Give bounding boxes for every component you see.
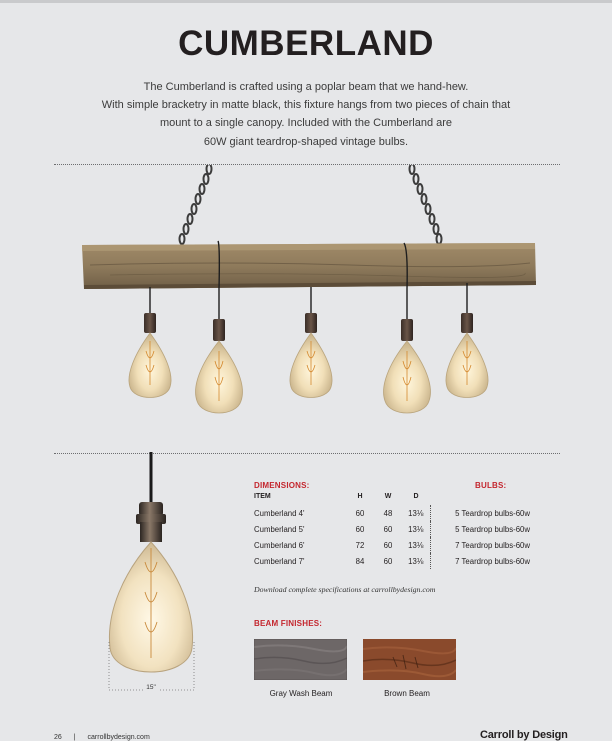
- fixture-illustration: [70, 165, 550, 445]
- bulbs-cell: 5 Teardrop bulbs-60w: [430, 505, 536, 521]
- page-number: 26: [54, 734, 62, 741]
- height-cell: 60: [355, 524, 365, 534]
- item-cell: Cumberland 5': [254, 524, 305, 534]
- dimensions-heading: DIMENSIONS:: [254, 481, 310, 490]
- col-w: W: [384, 493, 392, 500]
- height-cell: 72: [355, 540, 365, 550]
- finish-label: Gray Wash Beam: [269, 689, 333, 698]
- bulb-3: [290, 313, 332, 398]
- dimensions-table: [254, 493, 536, 569]
- bulb-2: [196, 319, 243, 413]
- finish-label: Brown Beam: [384, 689, 430, 698]
- width-cell: 60: [383, 540, 393, 550]
- item-cell: Cumberland 6': [254, 540, 305, 550]
- depth-cell: 13⅛: [408, 508, 424, 518]
- depth-cell: 13⅛: [408, 524, 424, 534]
- col-h: H: [357, 493, 363, 500]
- intro-line: mount to a single canopy. Included with the Cumberland are: [159, 117, 453, 130]
- table-row: [254, 537, 536, 553]
- col-d: D: [413, 493, 419, 500]
- bulbs-cell: 7 Teardrop bulbs-60w: [430, 537, 536, 553]
- bulb-5: [446, 313, 488, 398]
- table-header-row: [254, 493, 536, 505]
- intro-paragraph: [96, 78, 516, 151]
- width-cell: 48: [383, 508, 393, 518]
- depth-cell: 13⅛: [408, 540, 424, 550]
- gray-wash-swatch: [254, 639, 347, 680]
- col-item: ITEM: [254, 493, 271, 500]
- top-rule: [0, 0, 612, 3]
- table-row: [254, 553, 536, 569]
- item-cell: Cumberland 4': [254, 508, 305, 518]
- height-cell: 60: [355, 508, 365, 518]
- col-bulbs: [430, 493, 536, 505]
- brown-swatch: [363, 639, 456, 680]
- width-cell: 60: [383, 556, 393, 566]
- page-title: CUMBERLAND: [178, 24, 434, 63]
- depth-cell: 13⅛: [408, 556, 424, 566]
- table-row: [254, 505, 536, 521]
- intro-line: 60W giant teardrop-shaped vintage bulbs.: [203, 135, 409, 148]
- bulb-detail-illustration: [98, 452, 208, 700]
- bulb-1: [129, 313, 171, 398]
- width-cell: 60: [383, 524, 393, 534]
- brand-logo: Carroll by Design: [480, 729, 568, 741]
- height-cell: 84: [355, 556, 365, 566]
- chain-right: [410, 165, 442, 244]
- page-footer: [54, 734, 150, 741]
- table-row: [254, 521, 536, 537]
- footer-separator: |: [73, 734, 76, 741]
- intro-line: The Cumberland is crafted using a poplar beam that we hand-hew.: [143, 81, 469, 93]
- bulb-width-label: 15": [146, 684, 156, 691]
- footer-site-link[interactable]: carrollbydesign.com: [87, 734, 150, 741]
- bulbs-cell: 5 Teardrop bulbs-60w: [430, 521, 536, 537]
- intro-line: With simple bracketry in matte black, this fixture hangs from two pieces of chain that: [101, 99, 511, 112]
- download-note[interactable]: Download complete specifications at carrollbydesign.com: [254, 585, 436, 594]
- bulbs-heading: BULBS:: [475, 481, 507, 490]
- item-cell: Cumberland 7': [254, 556, 305, 566]
- bulbs-cell: 7 Teardrop bulbs-60w: [430, 553, 536, 569]
- finishes-heading: BEAM FINISHES:: [254, 619, 323, 628]
- chain-left: [180, 165, 212, 244]
- bulb-4: [384, 319, 431, 413]
- wood-beam: [82, 243, 536, 289]
